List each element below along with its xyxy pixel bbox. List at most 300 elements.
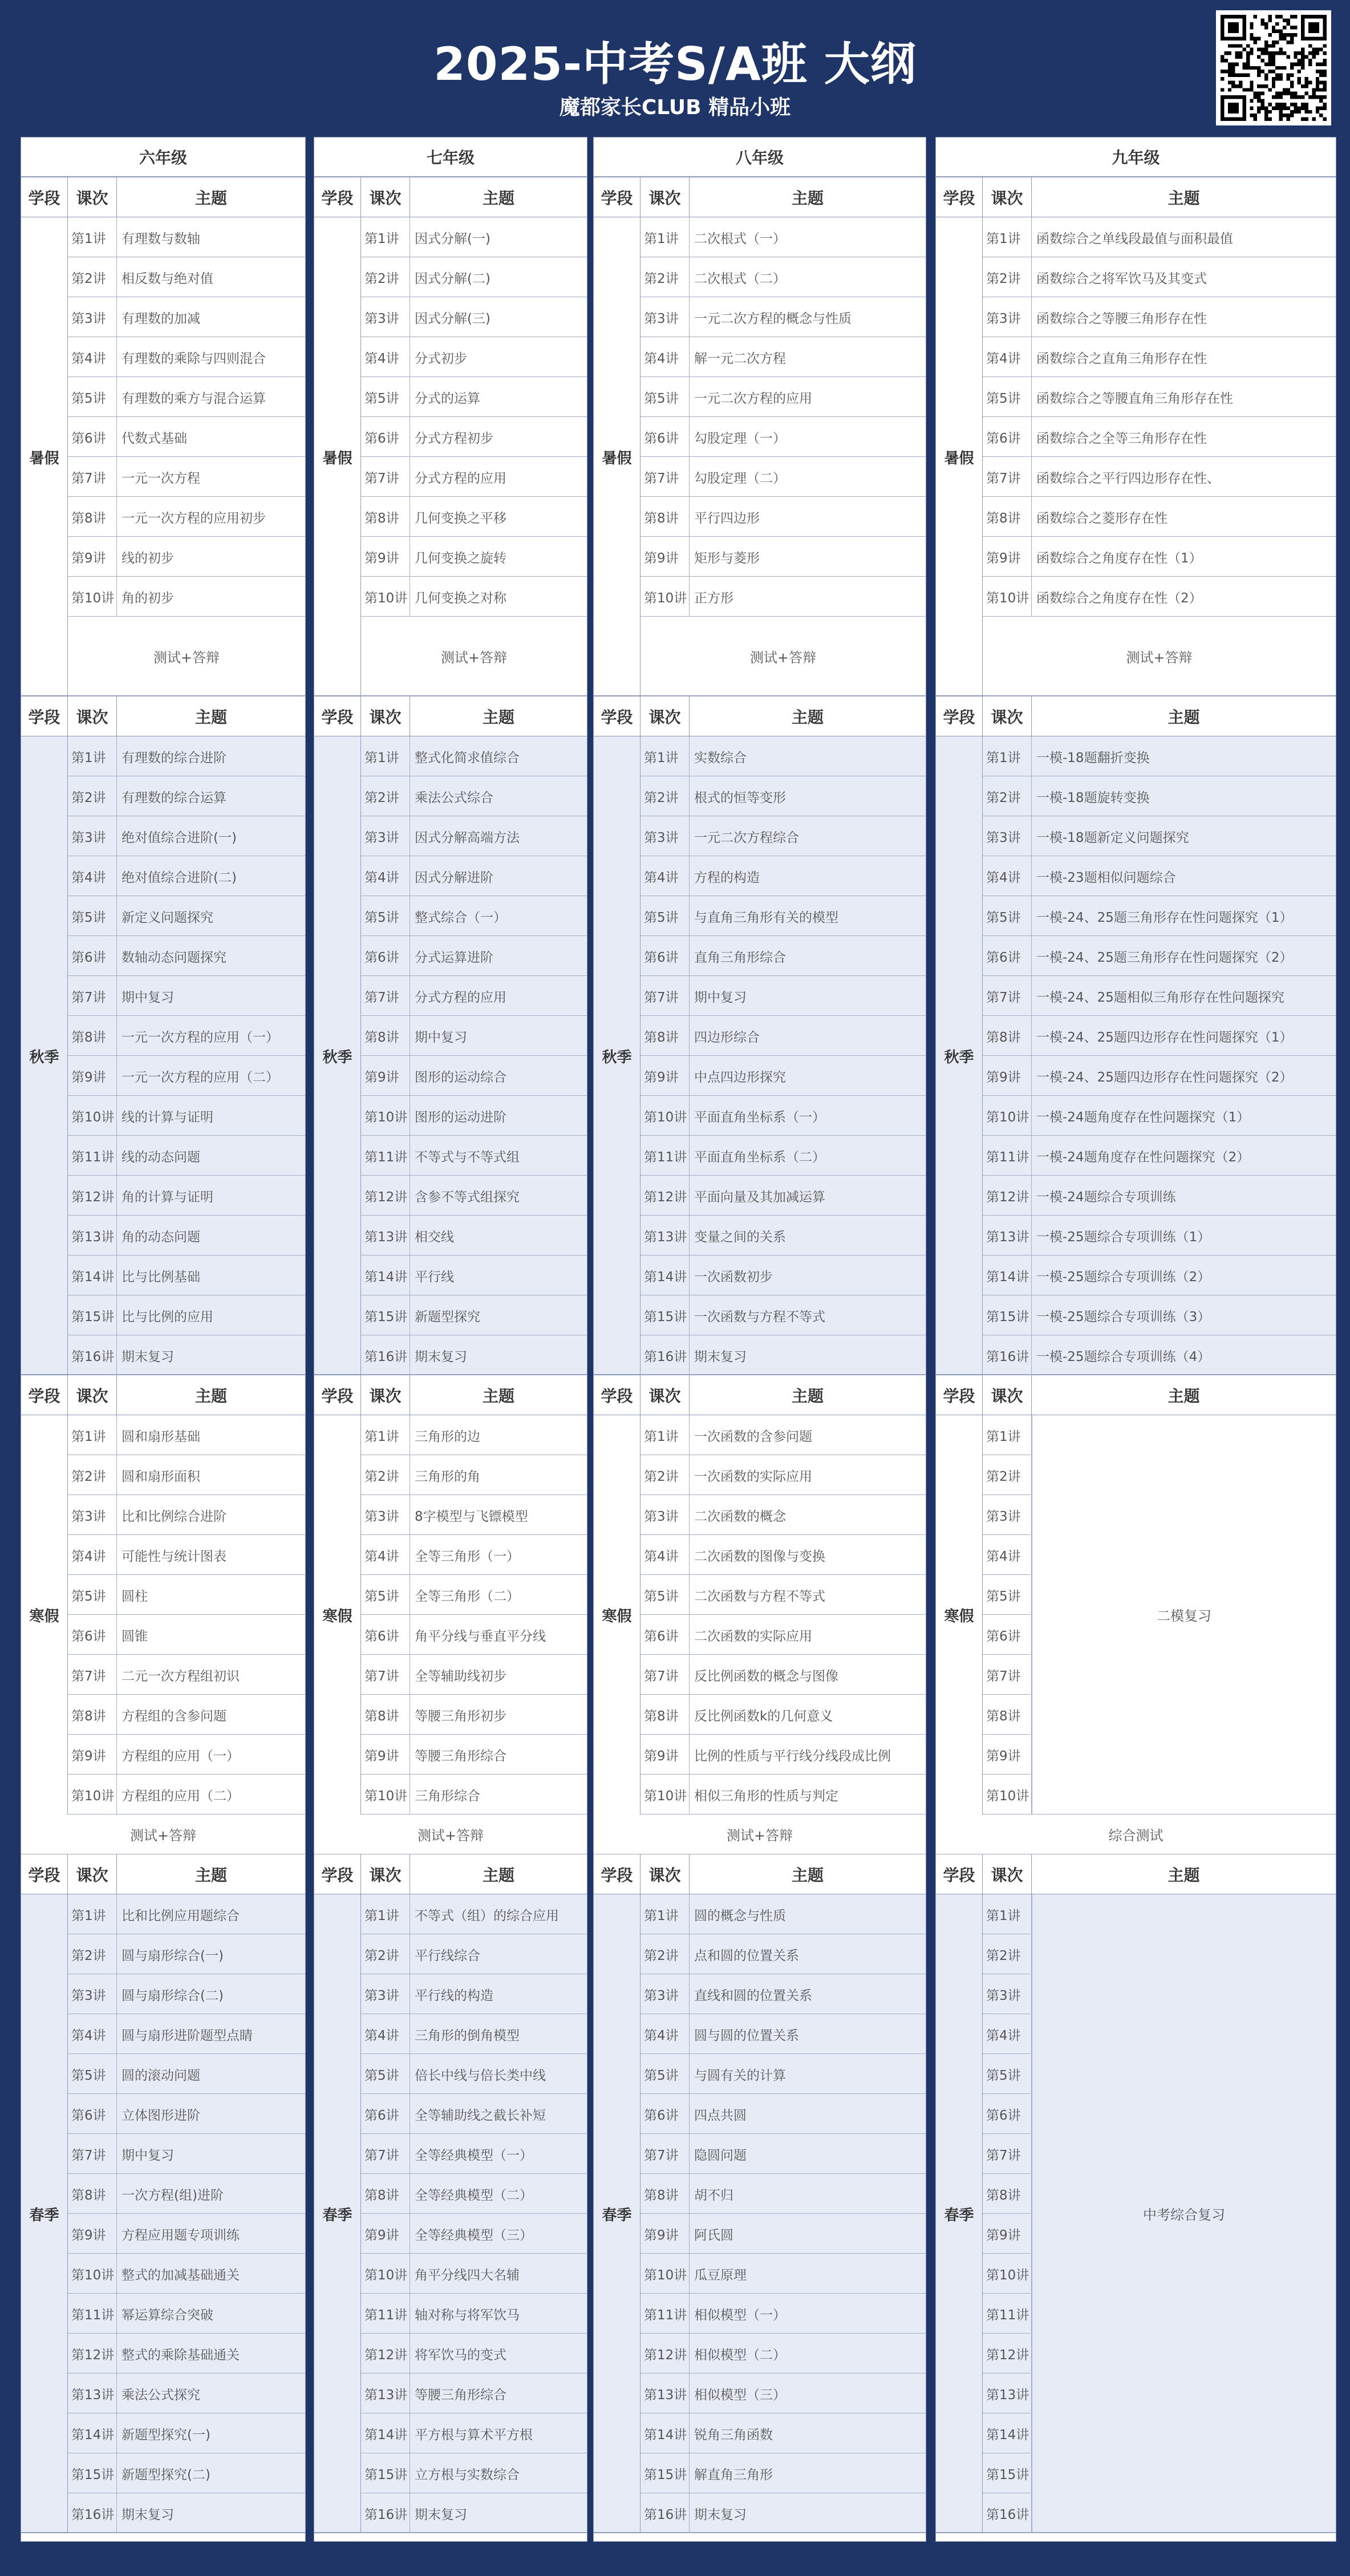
lesson-row [983,417,1336,457]
term-section [594,1375,926,1854]
table-header-row [594,696,926,736]
lesson-topic: 分式方程初步 [415,431,493,446]
lesson-number: 第6讲 [68,2094,117,2134]
lesson-number: 第12讲 [361,2334,410,2374]
lesson-number: 第9讲 [361,2214,410,2254]
lesson-number: 第4讲 [68,856,117,896]
lesson-number: 第16讲 [68,1335,117,1375]
header-lesson: 课次 [68,177,117,217]
lesson-topic: 全等经典模型（一） [415,2148,533,2163]
lesson-number: 第12讲 [640,1176,690,1216]
lesson-number: 第9讲 [640,1056,690,1096]
lesson-number: 第4讲 [983,856,1032,896]
lesson-topic: 相反数与绝对值 [121,271,213,286]
lesson-row [361,1655,587,1695]
lesson-number: 第15讲 [68,2453,117,2493]
lesson-topic: 一模-24、25题三角形存在性问题探究（2） [1036,950,1293,965]
lesson-number: 第10讲 [361,1096,410,1136]
lesson-row [640,896,926,936]
term-label: 秋季 [21,736,68,1375]
lesson-topic: 一模-24、25题相似三角形存在性问题探究 [1036,990,1284,1005]
lesson-topic: 有理数的综合进阶 [121,750,226,765]
lesson-row [361,2134,587,2174]
lesson-topic: 函数综合之将军饮马及其变式 [1036,271,1207,286]
lesson-number: 第9讲 [640,2214,690,2254]
table-header-row [314,1854,587,1894]
lesson-topic: 比和比例应用题综合 [121,1908,240,1923]
lesson-number: 第4讲 [640,856,690,896]
lesson-number: 第3讲 [68,1974,117,2014]
term-label: 寒假 [21,1415,68,1814]
lesson-topic: 平面直角坐标系（二） [694,1149,825,1165]
lesson-row [983,1495,1031,1535]
lesson-row [68,1615,305,1655]
lesson-number: 第12讲 [68,2334,117,2374]
lesson-topic: 四边形综合 [694,1030,760,1045]
header-topic: 主题 [482,1866,514,1885]
lesson-topic: 圆和扇形面积 [121,1469,200,1484]
lesson-number: 第1讲 [640,1415,690,1455]
header-topic: 主题 [194,1866,227,1885]
lesson-row [983,1216,1336,1255]
lesson-number: 第7讲 [983,2134,1032,2174]
lesson-number: 第11讲 [983,2294,1032,2334]
lesson-number: 第5讲 [983,1575,1032,1615]
lesson-number: 第6讲 [68,417,117,457]
lesson-row [640,377,926,417]
lesson-number: 第2讲 [361,257,410,297]
lesson-row [361,1056,587,1096]
lesson-topic: 因式分解进阶 [415,870,493,885]
lesson-number: 第6讲 [983,936,1032,976]
lesson-topic: 平行线 [415,1269,454,1285]
lesson-row [983,337,1336,377]
lesson-number: 第8讲 [361,497,410,537]
lesson-number: 第13讲 [361,2374,410,2413]
lesson-row [640,2094,926,2134]
lesson-number: 第3讲 [983,297,1032,337]
lesson-row [640,2294,926,2334]
lesson-row [983,2334,1031,2374]
lesson-row [983,896,1336,936]
lesson-row [68,736,305,776]
lesson-row [983,2214,1031,2254]
grade-column [21,137,306,2542]
lesson-topic: 整式化简求值综合 [415,750,520,765]
header-topic: 主题 [482,189,514,208]
lesson-number: 第9讲 [983,537,1032,577]
lesson-topic: 方程组的应用（二） [121,1788,240,1804]
lesson-topic: 期末复习 [694,2507,747,2522]
lesson-row [361,1495,587,1535]
lesson-row [640,1136,926,1176]
lesson-row [68,2493,305,2533]
lesson-number: 第8讲 [640,497,690,537]
lesson-topic: 三角形综合 [415,1788,480,1804]
lesson-row [640,577,926,617]
lesson-number: 第4讲 [983,2014,1032,2054]
lesson-row [640,2134,926,2174]
lesson-number: 第7讲 [640,1655,690,1695]
lesson-topic: 一元一次方程 [121,471,200,486]
lesson-number: 第3讲 [68,297,117,337]
header-topic: 主题 [1167,1387,1200,1406]
lesson-row [361,1615,587,1655]
lesson-row [361,1775,587,1814]
grade-title: 七年级 [314,137,587,177]
lesson-number: 第3讲 [983,1974,1032,2014]
term-footer: 测试+答辩 [21,1814,305,1854]
lesson-topic: 全等三角形（二） [415,1589,520,1604]
lesson-row [983,1295,1336,1335]
lesson-number: 第7讲 [68,457,117,497]
lesson-number: 第2讲 [983,257,1032,297]
lesson-row [68,297,305,337]
lesson-number: 第9讲 [68,537,117,577]
lesson-topic: 倍长中线与倍长类中线 [415,2068,546,2083]
lesson-row [640,1176,926,1216]
lesson-topic: 直线和圆的位置关系 [694,1988,812,2003]
lesson-row [983,1535,1031,1575]
lesson-row [640,1216,926,1255]
lesson-row [983,497,1336,537]
lesson-number: 第16讲 [983,2493,1032,2533]
lesson-number: 第12讲 [640,2334,690,2374]
lesson-number: 第2讲 [640,776,690,816]
lesson-number: 第4讲 [983,337,1032,377]
lesson-row [640,497,926,537]
header-topic: 主题 [791,708,824,727]
lesson-row [983,2374,1031,2413]
lesson-number: 第15讲 [983,1295,1032,1335]
header-topic: 主题 [1167,189,1200,208]
header-stage: 学段 [314,1375,361,1415]
lesson-row [361,1535,587,1575]
lesson-topic: 胡不归 [694,2188,733,2203]
lesson-row [68,2094,305,2134]
lesson-number: 第11讲 [361,2294,410,2334]
lesson-row [361,257,587,297]
table-header-row [314,1375,587,1415]
header-topic: 主题 [791,189,824,208]
lesson-number: 第1讲 [983,1415,1032,1455]
term-label: 暑假 [594,217,640,696]
term-section [314,696,587,1375]
lesson-number: 第5讲 [361,1575,410,1615]
lesson-number: 第14讲 [640,1255,690,1295]
lesson-topic: 一次方程(组)进阶 [121,2188,224,2203]
lesson-row [68,1535,305,1575]
lesson-row [68,2214,305,2254]
lesson-topic: 函数综合之角度存在性（1） [1036,550,1202,566]
lesson-number: 第1讲 [640,1894,690,1934]
lesson-row [640,1455,926,1495]
lesson-topic: 函数综合之全等三角形存在性 [1036,431,1207,446]
lesson-topic: 相似模型（一） [694,2307,786,2323]
lesson-row [68,2334,305,2374]
lesson-number: 第6讲 [640,936,690,976]
header-stage: 学段 [936,1854,983,1894]
lesson-topic: 8字模型与飞镖模型 [415,1509,528,1524]
lesson-row [361,1934,587,1974]
lesson-row [983,577,1336,617]
lesson-number: 第6讲 [640,2094,690,2134]
lesson-number: 第7讲 [68,1655,117,1695]
lesson-number: 第6讲 [68,1615,117,1655]
lesson-number: 第8讲 [68,497,117,537]
lesson-row [983,2493,1031,2533]
grade-title: 八年级 [594,137,926,177]
lesson-topic: 图形的运动进阶 [415,1109,506,1125]
lesson-topic: 期中复习 [121,990,174,1005]
lesson-number: 第8讲 [68,1695,117,1735]
lesson-number: 第3讲 [68,816,117,856]
lesson-number: 第2讲 [68,1934,117,1974]
lesson-row [361,377,587,417]
lesson-row [640,776,926,816]
lesson-row [640,1255,926,1295]
lesson-topic: 一元一次方程的应用（二） [121,1070,279,1085]
term-section [594,696,926,1375]
lesson-row [68,1096,305,1136]
lesson-number: 第10讲 [983,1096,1032,1136]
term-section [314,1375,587,1854]
lesson-number: 第16讲 [361,2493,410,2533]
lesson-row [68,936,305,976]
lesson-topic: 圆与圆的位置关系 [694,2028,799,2043]
lesson-number: 第14讲 [68,1255,117,1295]
lesson-number: 第5讲 [68,896,117,936]
term-label: 寒假 [594,1415,640,1814]
header-lesson: 课次 [361,1854,410,1894]
lesson-row [361,2054,587,2094]
lesson-topic: 因式分解(二) [415,271,490,286]
lesson-number: 第13讲 [68,2374,117,2413]
lesson-row [68,417,305,457]
lesson-topic: 相似模型（三） [694,2387,786,2403]
lesson-number: 第14讲 [361,2413,410,2453]
lesson-row [983,1016,1336,1056]
header-topic: 主题 [482,1387,514,1406]
lesson-topic: 角平分线四大名辅 [415,2267,520,2283]
lesson-number: 第5讲 [640,1575,690,1615]
lesson-row [68,1216,305,1255]
lesson-number: 第9讲 [640,1735,690,1775]
lesson-row [640,816,926,856]
lesson-row [640,1535,926,1575]
lesson-topic: 期末复习 [694,1349,747,1364]
lesson-topic: 方程的构造 [694,870,760,885]
lesson-number: 第2讲 [68,1455,117,1495]
lesson-row [983,1415,1031,1455]
lesson-row [640,2493,926,2533]
lesson-row [361,1415,587,1455]
lesson-row [983,2054,1031,2094]
lesson-topic: 二次根式（二） [694,271,786,286]
lesson-topic: 圆与扇形综合(一) [121,1948,224,1963]
table-header-row [594,177,926,217]
header-stage: 学段 [594,177,640,217]
lesson-number: 第9讲 [68,1056,117,1096]
lesson-number: 第3讲 [361,297,410,337]
lesson-topic: 等腰三角形初步 [415,1708,506,1724]
lesson-topic: 平方根与算术平方根 [415,2427,533,2443]
lesson-row [68,896,305,936]
lesson-row [640,457,926,497]
lesson-row [983,1176,1336,1216]
lesson-row [983,1255,1336,1295]
lesson-topic: 全等经典模型（二） [415,2188,533,2203]
lesson-row [361,2294,587,2334]
lesson-topic: 二次根式（一） [694,231,786,246]
lesson-row [640,1495,926,1535]
lesson-number: 第14讲 [361,1255,410,1295]
term-section [21,177,305,696]
lesson-number: 第6讲 [983,2094,1032,2134]
lesson-row [68,1695,305,1735]
table-header-row [21,177,305,217]
lesson-row [640,936,926,976]
header-lesson: 课次 [361,177,410,217]
lesson-number: 第7讲 [361,1655,410,1695]
lesson-topic: 一模-25题综合专项训练（2） [1036,1269,1211,1285]
lesson-number: 第12讲 [361,1176,410,1216]
lesson-topic: 期中复习 [121,2148,174,2163]
lesson-number: 第9讲 [68,2214,117,2254]
lesson-topic: 全等辅助线初步 [415,1668,506,1684]
header-stage: 学段 [936,177,983,217]
lesson-number: 第1讲 [983,217,1032,257]
header-topic: 主题 [194,708,227,727]
lesson-number: 第5讲 [640,896,690,936]
lesson-topic: 期末复习 [415,1349,467,1364]
lesson-number: 第5讲 [68,377,117,417]
lesson-row [361,2334,587,2374]
lesson-row [68,257,305,297]
lesson-number: 第15讲 [640,2453,690,2493]
merged-topic: 二模复习 [1032,1415,1336,1814]
lesson-row [983,1934,1031,1974]
lesson-number: 第2讲 [361,776,410,816]
lesson-number: 第4讲 [361,856,410,896]
lesson-topic: 锐角三角函数 [694,2427,773,2443]
lesson-number: 第2讲 [640,257,690,297]
lesson-topic: 不等式与不等式组 [415,1149,520,1165]
lesson-number: 第6讲 [361,2094,410,2134]
merged-topic: 中考综合复习 [1032,1894,1336,2533]
lesson-row [640,1295,926,1335]
lesson-row [361,936,587,976]
lesson-topic: 函数综合之菱形存在性 [1036,511,1167,526]
lesson-topic: 分式方程的应用 [415,990,506,1005]
lesson-number: 第7讲 [640,2134,690,2174]
lesson-topic: 解直角三角形 [694,2467,773,2482]
lesson-topic: 根式的恒等变形 [694,790,786,805]
lesson-number: 第8讲 [68,1016,117,1056]
lesson-topic: 一元二次方程的应用 [694,391,812,406]
lesson-topic: 三角形的边 [415,1429,480,1444]
lesson-row [68,1894,305,1934]
lesson-row [983,1655,1031,1695]
term-label: 春季 [936,1894,983,2533]
lesson-topic: 一元二次方程综合 [694,830,799,845]
lesson-number: 第8讲 [640,2174,690,2214]
term-section [936,1854,1336,2533]
term-label: 秋季 [314,736,361,1375]
lesson-number: 第12讲 [983,1176,1032,1216]
lesson-topic: 二次函数与方程不等式 [694,1589,825,1604]
lesson-row [983,1575,1031,1615]
lesson-row [68,1136,305,1176]
lesson-topic: 与直角三角形有关的模型 [694,910,838,925]
lesson-row [68,1056,305,1096]
lesson-row [361,1974,587,2014]
lesson-number: 第7讲 [983,1655,1032,1695]
lesson-row [68,1495,305,1535]
lesson-number: 第11讲 [361,1136,410,1176]
lesson-row [68,2174,305,2214]
lesson-number: 第10讲 [68,1096,117,1136]
lesson-number: 第6讲 [361,1615,410,1655]
lesson-number: 第4讲 [361,337,410,377]
header-stage: 学段 [314,177,361,217]
lesson-topic: 整式的乘除基础通关 [121,2347,240,2363]
lesson-topic: 与圆有关的计算 [694,2068,786,2083]
lesson-topic: 一模-24题角度存在性问题探究（2） [1036,1149,1250,1165]
lesson-row [68,1455,305,1495]
term-label: 春季 [594,1894,640,2533]
lesson-row [361,896,587,936]
lesson-row [640,1335,926,1375]
lesson-row [983,2174,1031,2214]
lesson-row [361,2214,587,2254]
lesson-row [361,457,587,497]
lesson-number: 第3讲 [68,1495,117,1535]
lesson-row [68,1735,305,1775]
lesson-number: 第5讲 [983,896,1032,936]
lesson-row [640,736,926,776]
qr-code-icon [1216,10,1331,125]
lesson-number: 第8讲 [983,1016,1032,1056]
lesson-number: 第5讲 [361,377,410,417]
header-lesson: 课次 [983,696,1032,736]
lesson-number: 第3讲 [361,1974,410,2014]
lesson-topic: 期末复习 [121,2507,174,2522]
lesson-number: 第13讲 [983,1216,1032,1255]
lesson-number: 第1讲 [68,1415,117,1455]
lesson-row [361,537,587,577]
header-topic: 主题 [194,1387,227,1406]
lesson-number: 第7讲 [640,457,690,497]
lesson-row [983,1775,1031,1814]
lesson-row [68,976,305,1016]
lesson-row [68,776,305,816]
lesson-row [361,816,587,856]
lesson-row [361,976,587,1016]
lesson-row [983,1735,1031,1775]
header-lesson: 课次 [983,1375,1032,1415]
term-section [936,177,1336,696]
lesson-number: 第2讲 [68,776,117,816]
header-lesson: 课次 [361,1375,410,1415]
lesson-row [983,537,1336,577]
lesson-topic: 全等经典模型（三） [415,2227,533,2243]
lesson-number: 第6讲 [68,936,117,976]
header-lesson: 课次 [68,1854,117,1894]
lesson-number: 第1讲 [983,736,1032,776]
lesson-row [68,816,305,856]
lesson-topic: 圆锥 [121,1629,148,1644]
